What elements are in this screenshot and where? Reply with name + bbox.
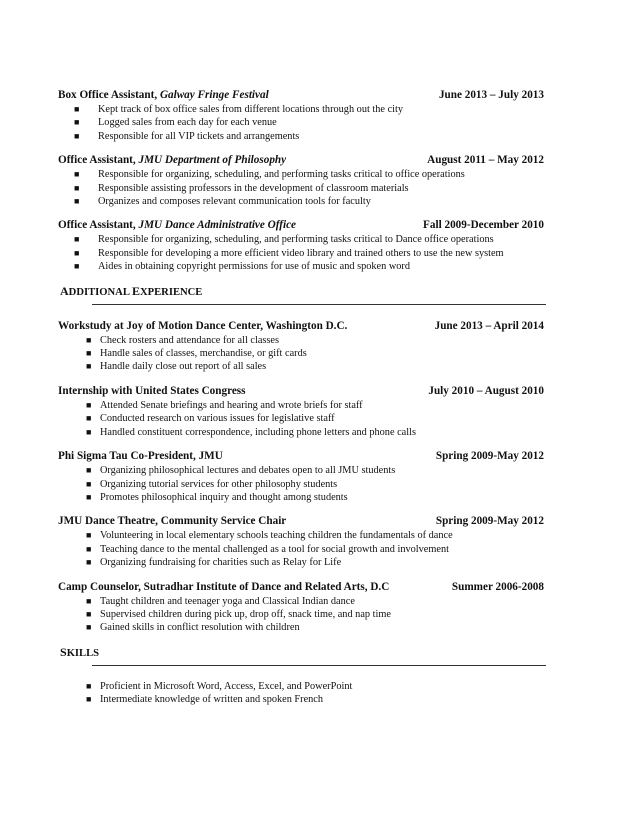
- entry-title: JMU Dance Theatre, Community Service Chair: [58, 515, 287, 528]
- bullet-item: [58, 116, 546, 129]
- bullet-square-icon: ■: [86, 399, 92, 410]
- entry-dates: Summer 2006-2008: [451, 580, 544, 593]
- bullet-list: [58, 334, 546, 374]
- entry-heading: [58, 319, 546, 334]
- bullet-item: [58, 195, 546, 208]
- additional-entry: [58, 514, 546, 569]
- bullet-text: Taught children and teenager yoga and Classical Indian dance: [100, 595, 355, 607]
- job-employer: JMU Department of Philosophy: [138, 154, 287, 167]
- bullet-item: [58, 412, 546, 425]
- bullet-square-icon: ■: [86, 530, 92, 541]
- bullet-item: [58, 556, 546, 569]
- bullet-text: Organizing fundraising for charities such as Relay for Life: [100, 557, 342, 569]
- bullet-list: [58, 595, 546, 635]
- bullet-text: Volunteering in local elementary schools teaching children the fundamentals of dance: [100, 530, 453, 542]
- bullet-text: Responsible for all VIP tickets and arrangements: [98, 130, 300, 142]
- bullet-item: [58, 491, 546, 504]
- entry-heading: [58, 384, 546, 399]
- bullet-text: Organizes and composes relevant communication tools for faculty: [98, 196, 371, 208]
- bullet-square-icon: ■: [86, 361, 92, 372]
- bullet-text: Responsible for organizing, scheduling, and performing tasks critical to Dance office operations: [98, 234, 494, 246]
- entry-dates: July 2010 – August 2010: [428, 384, 544, 397]
- bullet-square-icon: ■: [86, 426, 92, 437]
- bullet-square-icon: ■: [86, 608, 92, 619]
- bullet-item: [58, 182, 546, 195]
- bullet-text: Promotes philosophical inquiry and thought among students: [100, 491, 348, 503]
- bullet-text: Organizing philosophical lectures and debates open to all JMU students: [100, 465, 396, 477]
- bullet-text: Conducted research on various issues for legislative staff: [100, 413, 335, 425]
- bullet-list: [58, 168, 546, 208]
- entry-dates: June 2013 – April 2014: [434, 319, 544, 332]
- job-title: [58, 218, 296, 233]
- job-heading: [58, 153, 546, 168]
- bullet-text: Responsible assisting professors in the development of classroom materials: [98, 182, 409, 194]
- job-role: Box Office Assistant,: [58, 89, 160, 101]
- skill-text: Proficient in Microsoft Word, Access, Excel, and PowerPoint: [100, 680, 353, 692]
- additional-experience-title: ADDITIONAL EXPERIENCE: [60, 283, 203, 298]
- job-heading: [58, 218, 546, 233]
- bullet-item: [58, 399, 546, 412]
- job-dates: Fall 2009-December 2010: [423, 219, 544, 232]
- bullet-item: [58, 478, 546, 491]
- bullet-list: [58, 103, 546, 143]
- bullet-square-icon: ■: [74, 169, 80, 180]
- bullet-square-icon: ■: [86, 334, 92, 345]
- bullet-text: Gained skills in conflict resolution with children: [100, 622, 300, 634]
- bullet-square-icon: ■: [74, 117, 80, 128]
- bullet-text: Handled constituent correspondence, including phone letters and phone calls: [100, 426, 416, 438]
- entry-heading: [58, 514, 546, 529]
- job-dates: August 2011 – May 2012: [427, 154, 544, 167]
- entry-heading: [58, 580, 546, 595]
- bullet-square-icon: ■: [86, 595, 92, 606]
- bullet-list: [58, 529, 546, 569]
- job-title: [58, 88, 269, 103]
- job-role: Office Assistant,: [58, 154, 139, 167]
- skills-header: [58, 645, 546, 666]
- bullet-item: [58, 103, 546, 116]
- job-employer: JMU Dance Administrative Office: [138, 219, 297, 232]
- section-divider: [92, 304, 546, 305]
- bullet-square-icon: ■: [74, 261, 80, 272]
- job-title: [58, 153, 286, 168]
- bullet-square-icon: ■: [74, 196, 80, 207]
- bullet-text: Attended Senate briefings and hearing and wrote briefs for staff: [100, 399, 363, 411]
- bullet-item: [58, 595, 546, 608]
- job-entry: [58, 88, 546, 143]
- bullet-text: Handle daily close out report of all sales: [100, 361, 267, 373]
- skill-item: [58, 680, 546, 693]
- section-divider: [92, 665, 546, 666]
- bullet-text: Supervised children during pick up, drop off, snack time, and nap time: [100, 608, 391, 620]
- additional-entry: [58, 580, 546, 635]
- entry-title: Phi Sigma Tau Co-President, JMU: [58, 450, 223, 463]
- bullet-square-icon: ■: [86, 478, 92, 489]
- bullet-list: [58, 464, 546, 504]
- bullet-text: Teaching dance to the mental challenged as a tool for social growth and involvement: [100, 543, 449, 555]
- bullet-text: Responsible for organizing, scheduling, and performing tasks critical to office operations: [98, 169, 465, 181]
- bullet-text: Responsible for developing a more efficient video library and trained others to use the new system: [98, 247, 504, 259]
- entry-title: Internship with United States Congress: [58, 384, 246, 397]
- bullet-item: [58, 334, 546, 347]
- entry-dates: Spring 2009-May 2012: [435, 515, 544, 528]
- bullet-square-icon: ■: [74, 130, 80, 141]
- job-role: Office Assistant,: [58, 219, 139, 232]
- bullet-square-icon: ■: [86, 413, 92, 424]
- bullet-text: Kept track of box office sales from different locations through out the city: [98, 104, 404, 115]
- bullet-text: Check rosters and attendance for all classes: [100, 334, 279, 346]
- bullet-square-icon: ■: [86, 491, 92, 502]
- bullet-square-icon: ■: [86, 622, 92, 633]
- bullet-square-icon: ■: [86, 543, 92, 554]
- bullet-item: [58, 621, 546, 634]
- bullet-item: [58, 168, 546, 181]
- additional-experience-header: [58, 284, 546, 305]
- bullet-text: Logged sales from each day for each venue: [98, 117, 277, 129]
- bullet-list: [58, 399, 546, 439]
- bullet-square-icon: ■: [86, 557, 92, 568]
- job-dates: June 2013 – July 2013: [438, 89, 544, 101]
- bullet-square-icon: ■: [86, 680, 92, 691]
- job-heading: [58, 88, 546, 103]
- bullet-item: [58, 426, 546, 439]
- bullet-item: [58, 543, 546, 556]
- bullet-item: [58, 529, 546, 542]
- experience-section: [58, 88, 546, 274]
- bullet-list: [58, 233, 546, 273]
- skills-title: SKILLS: [60, 644, 100, 659]
- additional-experience-list: [58, 319, 546, 635]
- skills-list: [58, 680, 546, 707]
- bullet-text: Handle sales of classes, merchandise, or gift cards: [100, 348, 307, 360]
- bullet-text: Aides in obtaining copyright permissions for use of music and spoken word: [98, 261, 411, 273]
- bullet-text: Organizing tutorial services for other philosophy students: [100, 478, 338, 490]
- bullet-square-icon: ■: [74, 247, 80, 258]
- entry-title: Workstudy at Joy of Motion Dance Center, Washington D.C.: [58, 319, 348, 332]
- additional-entry: [58, 319, 546, 374]
- bullet-item: [58, 608, 546, 621]
- bullet-item: [58, 247, 546, 260]
- bullet-item: [58, 233, 546, 246]
- resume-page: [58, 88, 546, 707]
- bullet-square-icon: ■: [86, 348, 92, 359]
- entry-heading: [58, 449, 546, 464]
- bullet-item: [58, 347, 546, 360]
- bullet-square-icon: ■: [74, 182, 80, 193]
- bullet-item: [58, 360, 546, 373]
- additional-entry: [58, 384, 546, 439]
- skill-text: Intermediate knowledge of written and spoken French: [100, 694, 324, 706]
- additional-entry: [58, 449, 546, 504]
- bullet-item: [58, 260, 546, 273]
- job-employer: Galway Fringe Festival: [159, 89, 269, 101]
- entry-title: Camp Counselor, Sutradhar Institute of Dance and Related Arts, D.C: [58, 580, 390, 593]
- job-entry: [58, 218, 546, 273]
- bullet-square-icon: ■: [74, 234, 80, 245]
- bullet-item: [58, 464, 546, 477]
- bullet-square-icon: ■: [86, 465, 92, 476]
- job-entry: [58, 153, 546, 208]
- bullet-square-icon: ■: [74, 104, 80, 114]
- bullet-item: [58, 130, 546, 143]
- bullet-square-icon: ■: [86, 694, 92, 705]
- skill-item: [58, 693, 546, 706]
- entry-dates: Spring 2009-May 2012: [435, 450, 544, 463]
